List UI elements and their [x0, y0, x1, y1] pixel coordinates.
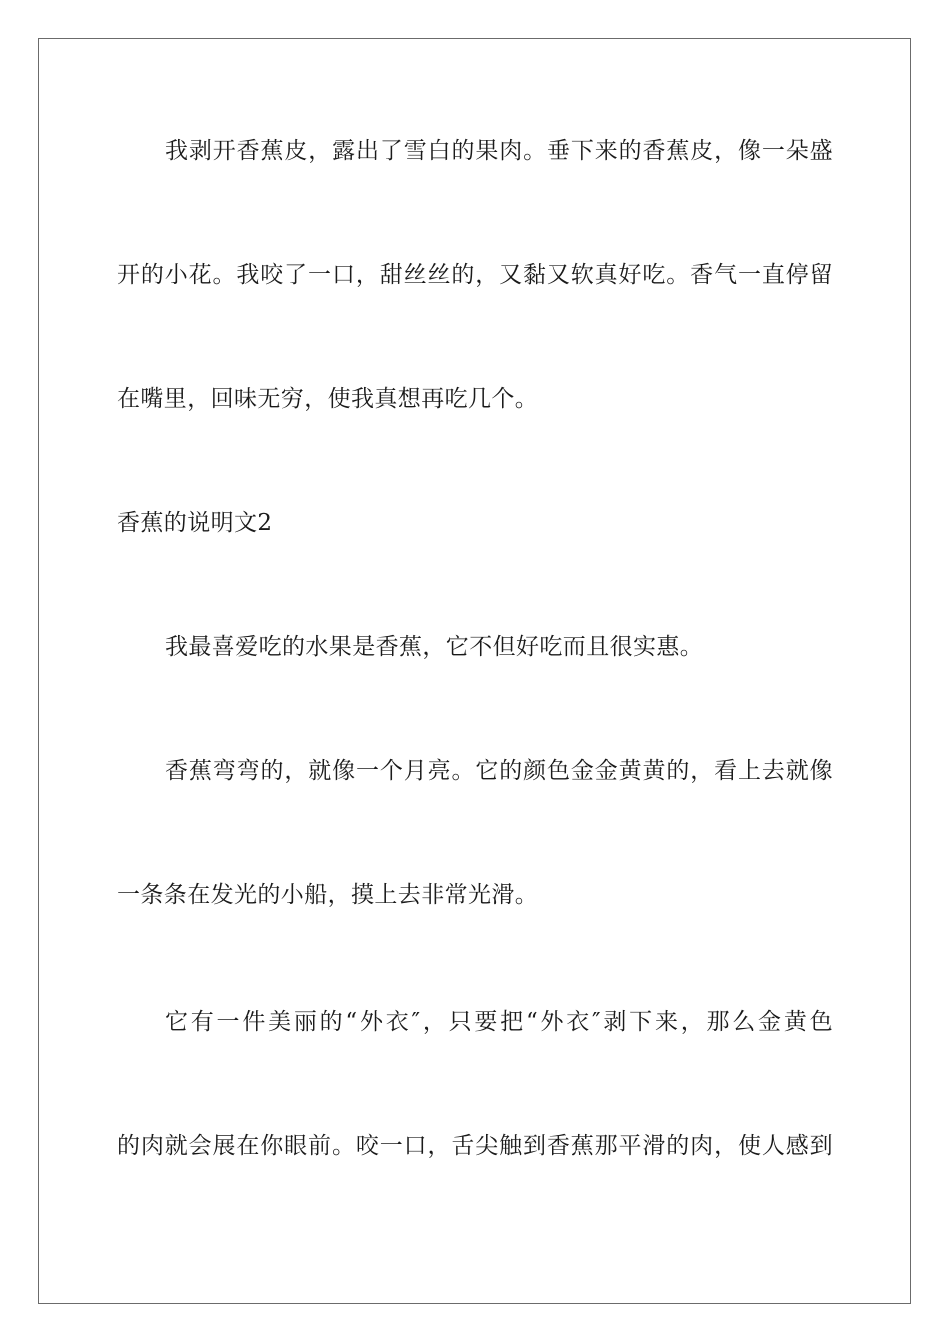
paragraph-line: 我剥开香蕉皮，露出了雪白的果肉。垂下来的香蕉皮，像一朵盛 — [165, 138, 833, 164]
paragraph-line: 的肉就会展在你眼前。咬一口，舌尖触到香蕉那平滑的肉，使人感到 — [117, 1133, 833, 1159]
section-heading: 香蕉的说明文2 — [117, 510, 273, 536]
paragraph-line: 它有一件美丽的“外衣″，只要把“外衣″剥下来，那么金黄色 — [165, 1009, 833, 1035]
page-border — [38, 38, 911, 1304]
paragraph-line: 在嘴里，回味无穷，使我真想再吃几个。 — [117, 386, 539, 412]
paragraph-line: 开的小花。我咬了一口，甜丝丝的，又黏又软真好吃。香气一直停留 — [117, 262, 833, 288]
paragraph-line: 一条条在发光的小船，摸上去非常光滑。 — [117, 882, 539, 908]
paragraph-line: 我最喜爱吃的水果是香蕉，它不但好吃而且很实惠。 — [165, 634, 704, 660]
paragraph-line: 香蕉弯弯的，就像一个月亮。它的颜色金金黄黄的，看上去就像 — [165, 758, 833, 784]
